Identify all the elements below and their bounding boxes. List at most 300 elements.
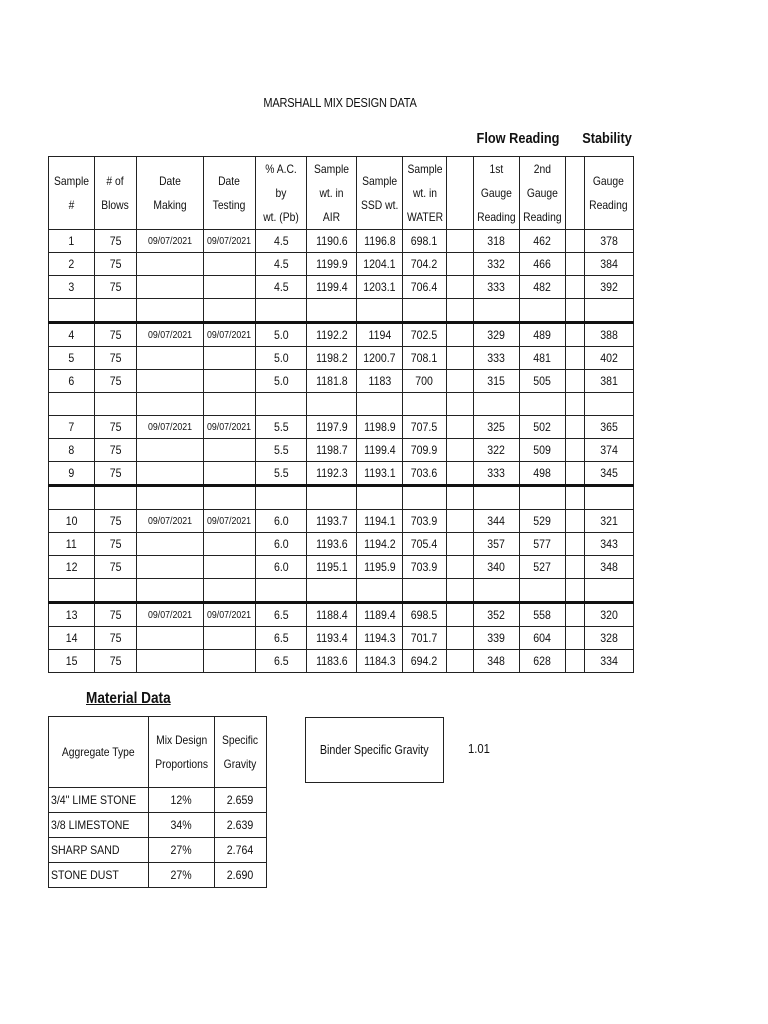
table-cell [403, 230, 447, 253]
table-cell [519, 603, 565, 627]
table-cell [49, 650, 95, 673]
mix-header-cell [519, 157, 565, 230]
cell-value: 5.0 [273, 374, 289, 388]
cell-value: 357 [487, 537, 506, 551]
cell-value: 75 [109, 654, 122, 668]
cell-value: 1193.6 [315, 537, 348, 551]
cell-value: 378 [599, 234, 618, 248]
table-cell [307, 347, 357, 370]
cell-value: 698.1 [411, 234, 438, 248]
material-cell [148, 863, 214, 888]
material-row [49, 863, 267, 888]
table-cell [49, 370, 95, 393]
table-cell [519, 579, 565, 603]
cell-value: 343 [599, 537, 618, 551]
material-header-label: Aggregate Type [62, 745, 135, 759]
table-cell [357, 347, 403, 370]
cell-value: 2.639 [227, 818, 254, 832]
material-header-label: Mix Design Proportions [154, 733, 208, 771]
mix-header-cell [137, 157, 204, 230]
table-cell [204, 650, 256, 673]
material-cell [49, 863, 149, 888]
cell-value: 1192.3 [315, 466, 348, 480]
cell-value: 6.0 [273, 560, 289, 574]
cell-value: 75 [109, 328, 122, 342]
table-cell [447, 253, 474, 276]
cell-value: 09/07/2021 [147, 609, 193, 621]
cell-value: 348 [487, 654, 506, 668]
table-cell [447, 462, 474, 486]
table-cell [137, 462, 204, 486]
table-cell [307, 276, 357, 299]
table-cell [49, 486, 95, 510]
cell-value: 15 [65, 654, 78, 668]
table-cell [403, 556, 447, 579]
table-cell [256, 462, 307, 486]
cell-value: 348 [599, 560, 618, 574]
cell-value: 708.1 [411, 351, 438, 365]
table-cell [474, 416, 520, 439]
material-header-cell [148, 717, 214, 788]
cell-value: 333 [487, 351, 506, 365]
cell-value: 1194 [368, 328, 391, 342]
cell-value: 392 [599, 280, 618, 294]
cell-value: 6 [68, 374, 75, 388]
cell-value: 527 [533, 560, 552, 574]
cell-value: 3/8 LIMESTONE [51, 818, 130, 832]
cell-value: 698.5 [411, 608, 438, 622]
table-cell [519, 439, 565, 462]
table-cell [584, 393, 633, 416]
cell-value: 700 [415, 374, 434, 388]
table-cell [447, 486, 474, 510]
mix-header-cell [357, 157, 403, 230]
table-cell [49, 393, 95, 416]
cell-value: 1198.9 [363, 420, 396, 434]
table-cell [447, 579, 474, 603]
mix-header-label: 1st Gauge Reading [477, 162, 516, 224]
table-cell [584, 299, 633, 323]
cell-value: 315 [487, 374, 506, 388]
table-cell [307, 603, 357, 627]
table-cell [565, 393, 584, 416]
table-cell [137, 510, 204, 533]
mix-header-label: Date Making [153, 174, 187, 212]
table-cell [474, 486, 520, 510]
table-cell [403, 462, 447, 486]
cell-value: 75 [109, 514, 122, 528]
table-cell [307, 650, 357, 673]
binder-specific-gravity-value: 1.01 [468, 742, 490, 756]
table-cell [584, 253, 633, 276]
table-cell [204, 486, 256, 510]
table-cell [49, 416, 95, 439]
cell-value: 10 [65, 514, 78, 528]
mix-header-cell [403, 157, 447, 230]
cell-value: 5.5 [273, 443, 289, 457]
table-cell [519, 510, 565, 533]
cell-value: 1195.1 [315, 560, 348, 574]
table-cell [519, 299, 565, 323]
cell-value: 388 [599, 328, 618, 342]
table-cell [584, 627, 633, 650]
table-cell [447, 299, 474, 323]
cell-value: 339 [487, 631, 506, 645]
table-cell [474, 603, 520, 627]
material-cell [214, 813, 266, 838]
cell-value: 75 [109, 608, 122, 622]
table-cell [137, 370, 204, 393]
table-cell [474, 439, 520, 462]
cell-value: 320 [599, 608, 618, 622]
table-row [49, 323, 634, 347]
material-cell [214, 838, 266, 863]
cell-value: 14 [65, 631, 78, 645]
table-cell [95, 556, 137, 579]
cell-value: 482 [533, 280, 552, 294]
table-cell [307, 627, 357, 650]
material-data-table [48, 716, 267, 888]
table-cell [49, 462, 95, 486]
table-cell [474, 393, 520, 416]
table-cell [49, 510, 95, 533]
table-cell [256, 393, 307, 416]
table-cell [474, 627, 520, 650]
table-cell [95, 347, 137, 370]
table-cell [137, 253, 204, 276]
cell-value: 1183 [368, 374, 391, 388]
cell-value: 1204.1 [363, 257, 396, 271]
table-cell [447, 533, 474, 556]
table-cell [584, 533, 633, 556]
table-cell [204, 627, 256, 650]
table-cell [403, 323, 447, 347]
cell-value: 1 [68, 234, 75, 248]
table-cell [256, 323, 307, 347]
mix-header-cell [256, 157, 307, 230]
table-cell [137, 650, 204, 673]
cell-value: 1184.3 [363, 654, 396, 668]
table-cell [584, 347, 633, 370]
table-cell [474, 510, 520, 533]
material-row [49, 788, 267, 813]
cell-value: 27% [170, 868, 192, 882]
cell-value: 529 [533, 514, 552, 528]
table-cell [565, 439, 584, 462]
cell-value: 2.764 [227, 843, 254, 857]
table-cell [447, 556, 474, 579]
table-cell [474, 650, 520, 673]
mix-header-label: % A.C. by wt. (Pb) [263, 162, 299, 224]
table-cell [565, 253, 584, 276]
table-cell [474, 533, 520, 556]
cell-value: 1188.4 [315, 608, 348, 622]
table-row [49, 416, 634, 439]
table-cell [204, 370, 256, 393]
table-cell [49, 276, 95, 299]
cell-value: 1199.9 [315, 257, 348, 271]
table-cell [204, 276, 256, 299]
table-cell [565, 650, 584, 673]
cell-value: 75 [109, 351, 122, 365]
table-cell [95, 393, 137, 416]
table-cell [584, 556, 633, 579]
table-cell [204, 533, 256, 556]
table-cell [403, 416, 447, 439]
cell-value: 1199.4 [363, 443, 396, 457]
table-cell [307, 556, 357, 579]
cell-value: 481 [533, 351, 552, 365]
table-cell [519, 462, 565, 486]
table-cell [474, 323, 520, 347]
cell-value: 703.6 [411, 466, 438, 480]
table-cell [49, 253, 95, 276]
material-cell [148, 838, 214, 863]
table-cell [519, 347, 565, 370]
cell-value: 318 [487, 234, 506, 248]
cell-value: 703.9 [411, 560, 438, 574]
table-cell [204, 556, 256, 579]
cell-value: 558 [533, 608, 552, 622]
table-cell [584, 370, 633, 393]
table-row [49, 510, 634, 533]
table-cell [357, 510, 403, 533]
cell-value: 1194.3 [363, 631, 396, 645]
table-cell [204, 299, 256, 323]
table-cell [95, 533, 137, 556]
mix-header-cell [474, 157, 520, 230]
cell-value: 11 [66, 537, 77, 551]
table-row [49, 462, 634, 486]
table-cell [474, 579, 520, 603]
table-cell [357, 323, 403, 347]
cell-value: 489 [533, 328, 552, 342]
mix-header-cell [204, 157, 256, 230]
cell-value: 75 [109, 560, 122, 574]
cell-value: 709.9 [411, 443, 438, 457]
cell-value: SHARP SAND [51, 843, 120, 857]
table-cell [357, 650, 403, 673]
cell-value: 1189.4 [363, 608, 396, 622]
mix-header-cell [447, 157, 474, 230]
cell-value: 09/07/2021 [207, 329, 252, 341]
table-cell [256, 533, 307, 556]
cell-value: 509 [533, 443, 552, 457]
table-cell [447, 393, 474, 416]
cell-value: 12 [65, 560, 78, 574]
table-cell [204, 230, 256, 253]
table-cell [137, 299, 204, 323]
cell-value: 75 [109, 631, 122, 645]
cell-value: 1203.1 [363, 280, 396, 294]
table-cell [403, 253, 447, 276]
cell-value: 09/07/2021 [147, 421, 193, 433]
stability-heading: Stability [582, 130, 632, 147]
table-cell [519, 416, 565, 439]
cell-value: 75 [109, 443, 122, 457]
table-cell [565, 276, 584, 299]
table-row [49, 370, 634, 393]
table-cell [137, 416, 204, 439]
table-cell [137, 347, 204, 370]
table-row [49, 603, 634, 627]
table-cell [204, 439, 256, 462]
material-cell [49, 813, 149, 838]
table-cell [447, 650, 474, 673]
cell-value: 1197.9 [315, 420, 348, 434]
cell-value: 466 [533, 257, 552, 271]
cell-value: 75 [109, 420, 122, 434]
table-cell [49, 603, 95, 627]
table-cell [403, 276, 447, 299]
table-cell [474, 370, 520, 393]
table-cell [95, 276, 137, 299]
cell-value: 1183.6 [315, 654, 348, 668]
table-cell [565, 627, 584, 650]
material-cell [214, 863, 266, 888]
table-cell [447, 323, 474, 347]
cell-value: 365 [599, 420, 618, 434]
table-cell [49, 347, 95, 370]
cell-value: 7 [68, 420, 75, 434]
cell-value: 628 [533, 654, 552, 668]
table-cell [95, 603, 137, 627]
table-row [49, 627, 634, 650]
table-row [49, 533, 634, 556]
cell-value: 462 [533, 234, 552, 248]
table-cell [403, 650, 447, 673]
table-cell [584, 486, 633, 510]
cell-value: 325 [487, 420, 506, 434]
cell-value: 1193.4 [315, 631, 348, 645]
cell-value: 27% [170, 843, 192, 857]
table-cell [256, 439, 307, 462]
table-cell [357, 462, 403, 486]
table-cell [584, 650, 633, 673]
table-row [49, 556, 634, 579]
material-cell [148, 788, 214, 813]
table-cell [584, 276, 633, 299]
table-cell [519, 276, 565, 299]
table-cell [256, 276, 307, 299]
table-cell [256, 370, 307, 393]
cell-value: 4.5 [273, 257, 289, 271]
table-cell [137, 323, 204, 347]
cell-value: 1198.7 [315, 443, 348, 457]
cell-value: 09/07/2021 [147, 329, 193, 341]
material-cell [148, 813, 214, 838]
cell-value: 09/07/2021 [207, 235, 252, 247]
table-cell [565, 579, 584, 603]
table-cell [584, 603, 633, 627]
table-cell [474, 347, 520, 370]
cell-value: 09/07/2021 [207, 609, 252, 621]
cell-value: 694.2 [411, 654, 438, 668]
table-cell [137, 276, 204, 299]
table-row [49, 650, 634, 673]
cell-value: 09/07/2021 [147, 235, 193, 247]
sheet-title: MARSHALL MIX DESIGN DATA [263, 96, 417, 110]
table-cell [519, 393, 565, 416]
cell-value: 1194.2 [363, 537, 396, 551]
cell-value: 321 [599, 514, 618, 528]
cell-value: 3/4" LIME STONE [51, 793, 137, 807]
table-cell [95, 439, 137, 462]
table-cell [519, 650, 565, 673]
table-cell [357, 253, 403, 276]
table-cell [403, 579, 447, 603]
mix-header-label: 2nd Gauge Reading [522, 162, 562, 224]
table-cell [256, 510, 307, 533]
marshall-mix-table [48, 156, 634, 673]
cell-value: 384 [599, 257, 618, 271]
cell-value: 2.659 [227, 793, 254, 807]
table-cell [403, 510, 447, 533]
table-cell [519, 253, 565, 276]
table-cell [357, 416, 403, 439]
cell-value: 75 [109, 257, 122, 271]
table-cell [447, 627, 474, 650]
table-cell [307, 510, 357, 533]
mix-header-label: Sample wt. in WATER [406, 162, 443, 224]
cell-value: 344 [487, 514, 506, 528]
table-row [49, 439, 634, 462]
table-cell [474, 230, 520, 253]
mix-header-label: Sample wt. in AIR [314, 162, 349, 224]
table-cell [565, 370, 584, 393]
table-cell [49, 439, 95, 462]
table-cell [307, 253, 357, 276]
table-cell [357, 603, 403, 627]
table-cell [95, 299, 137, 323]
cell-value: STONE DUST [51, 868, 119, 882]
table-cell [565, 462, 584, 486]
cell-value: 705.4 [411, 537, 438, 551]
material-row [49, 838, 267, 863]
cell-value: 1194.1 [363, 514, 396, 528]
cell-value: 702.5 [411, 328, 438, 342]
table-cell [584, 510, 633, 533]
table-cell [49, 627, 95, 650]
cell-value: 5.0 [273, 351, 289, 365]
cell-value: 352 [487, 608, 506, 622]
table-cell [307, 370, 357, 393]
mix-header-cell [49, 157, 95, 230]
table-cell [584, 579, 633, 603]
binder-specific-gravity-box [305, 717, 444, 783]
table-cell [474, 253, 520, 276]
cell-value: 505 [533, 374, 552, 388]
table-cell [357, 486, 403, 510]
mix-header-label: # of Blows [101, 174, 130, 212]
table-cell [307, 323, 357, 347]
cell-value: 381 [599, 374, 618, 388]
table-cell [307, 299, 357, 323]
cell-value: 322 [487, 443, 506, 457]
table-cell [95, 416, 137, 439]
table-cell [95, 462, 137, 486]
table-cell [565, 416, 584, 439]
table-cell [474, 299, 520, 323]
table-cell [95, 650, 137, 673]
cell-value: 75 [109, 374, 122, 388]
table-cell [519, 556, 565, 579]
table-cell [256, 253, 307, 276]
cell-value: 374 [599, 443, 618, 457]
table-cell [565, 230, 584, 253]
table-cell [95, 579, 137, 603]
table-cell [49, 230, 95, 253]
